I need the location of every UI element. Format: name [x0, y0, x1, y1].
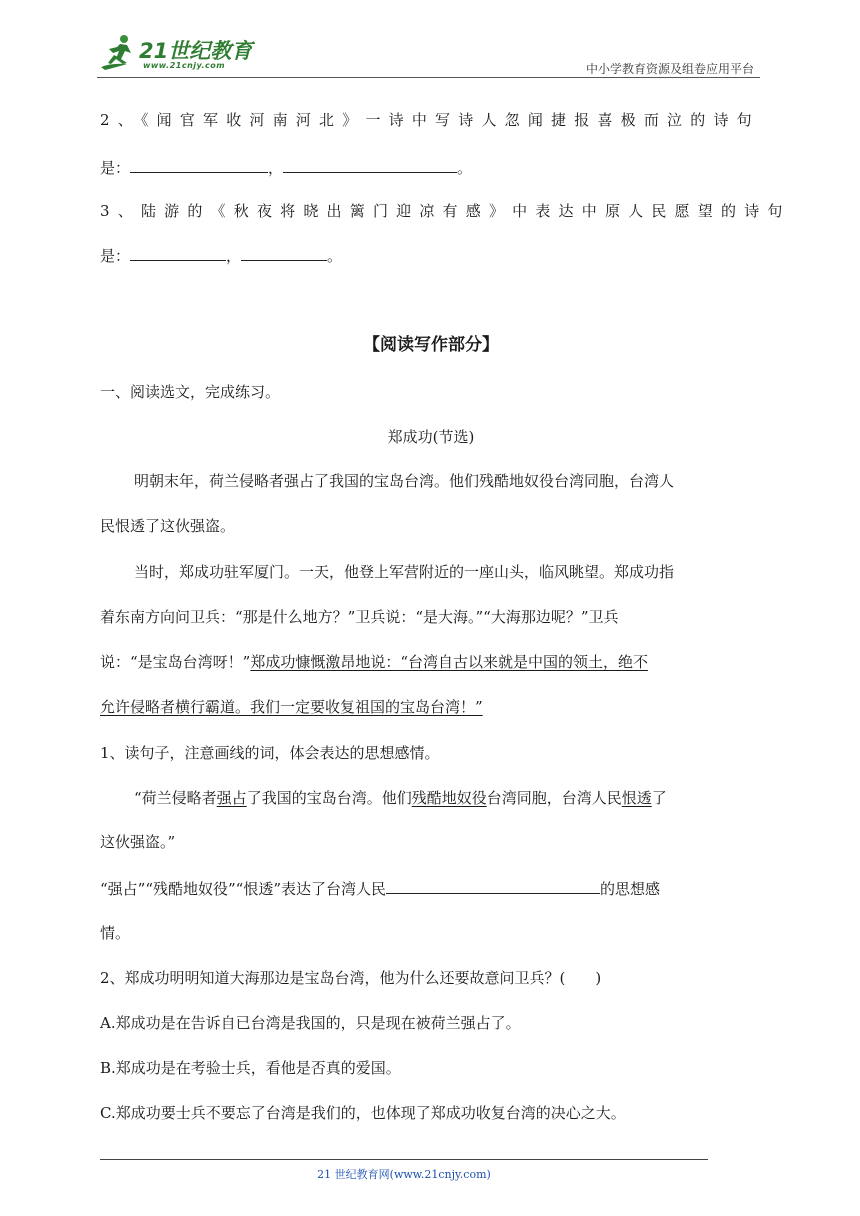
q3-line1: 3、陆游的《秋夜将晓出篱门迎凉有感》中表达中原人民愿望的诗句: [100, 202, 791, 220]
task1-answer-line2: 情。: [100, 924, 131, 942]
task1-answer-blank[interactable]: [386, 877, 600, 894]
footer-text[interactable]: 21 世纪教育网(www.21cnjy.com): [317, 1168, 491, 1181]
q2-sep: ，: [268, 159, 284, 177]
task1-answer-line1: [100, 877, 762, 900]
q3-blank-1[interactable]: [130, 244, 226, 261]
answer-suffix: 的思想感: [600, 880, 661, 898]
quote-text: 台湾同胞，台湾人民: [486, 789, 622, 807]
para1-line1: 明朝末年，荷兰侵略者强占了我国的宝岛台湾。他们残酷地奴役台湾同胞，台湾人: [134, 472, 675, 490]
logo-url-text: www.21cnjy.com: [143, 61, 226, 70]
underlined-word-canku-nuyi: 残酷地奴役: [411, 789, 487, 807]
para2-line3: [100, 651, 762, 673]
page-header: [97, 33, 760, 79]
footer-divider: [100, 1159, 708, 1160]
q2-end: 。: [457, 159, 473, 177]
para2-line3-plain: 说：“是宝岛台湾呀！”: [100, 653, 251, 671]
underlined-word-hentou: 恨透: [621, 789, 652, 807]
q2-blank-1[interactable]: [130, 156, 268, 173]
task2-prompt: 2、郑成功明明知道大海那边是宝岛台湾，他为什么还要故意问卫兵？( ): [100, 969, 602, 987]
q2-line2: [100, 156, 762, 179]
logo: [97, 33, 272, 77]
para2-line4-underlined: 允许侵略者横行霸道。我们一定要收复祖国的宝岛台湾！”: [100, 698, 483, 716]
underlined-word-qiangzhan: 强占: [216, 789, 247, 807]
q3-prefix: 是：: [100, 247, 131, 265]
q3-blank-2[interactable]: [241, 244, 327, 261]
part1-heading: 一、阅读选文，完成练习。: [100, 383, 281, 401]
para1-line2: 民恨透了这伙强盗。: [100, 517, 236, 535]
quote-text: “荷兰侵略者: [134, 789, 217, 807]
q2-blank-2[interactable]: [283, 156, 457, 173]
task2-option-b[interactable]: B.郑成功是在考验士兵，看他是否真的爱国。: [100, 1059, 401, 1077]
task1-quote-line2: 这伙强盗。”: [100, 833, 176, 851]
para2-line1: 当时，郑成功驻军厦门。一天，他登上军营附近的一座山头，临风眺望。郑成功指: [134, 563, 675, 581]
q3-end: 。: [327, 247, 343, 265]
logo-brand-text: 21世纪教育: [139, 39, 253, 63]
para2-line4: [100, 696, 762, 718]
task2-option-a[interactable]: A.郑成功是在告诉自已台湾是我国的，只是现在被荷兰强占了。: [100, 1014, 521, 1032]
task2-option-c[interactable]: C.郑成功要士兵不要忘了台湾是我们的，也体现了郑成功收复台湾的决心之大。: [100, 1104, 626, 1122]
passage-title: 郑成功(节选): [387, 428, 475, 446]
q2-line1: 2、《闻官军收河南河北》一诗中写诗人忽闻捷报喜极而泣的诗句: [100, 111, 760, 129]
header-divider: [97, 77, 760, 78]
para2-line3-underlined: 郑成功慷慨激昂地说：“台湾自古以来就是中国的领土，绝不: [250, 653, 649, 671]
q3-line2: [100, 244, 762, 267]
runner-logo-icon: [97, 33, 141, 73]
quote-text: 了: [651, 789, 667, 807]
platform-name: 中小学教育资源及组卷应用平台: [585, 62, 754, 76]
quote-text: 了我国的宝岛台湾。他们: [246, 789, 412, 807]
task1-prompt: 1、读句子，注意画线的词，体会表达的思想感情。: [100, 744, 440, 762]
section-title: 【阅读写作部分】: [363, 335, 499, 355]
q2-prefix: 是：: [100, 159, 131, 177]
para2-line2: 着东南方向问卫兵：“那是什么地方？”卫兵说：“是大海。”“大海那边呢？”卫兵: [100, 608, 619, 626]
task1-quote-line1: [100, 787, 762, 809]
answer-prefix: “强占”“残酷地奴役”“恨透”表达了台湾人民: [100, 880, 387, 898]
q3-sep: ，: [226, 247, 242, 265]
